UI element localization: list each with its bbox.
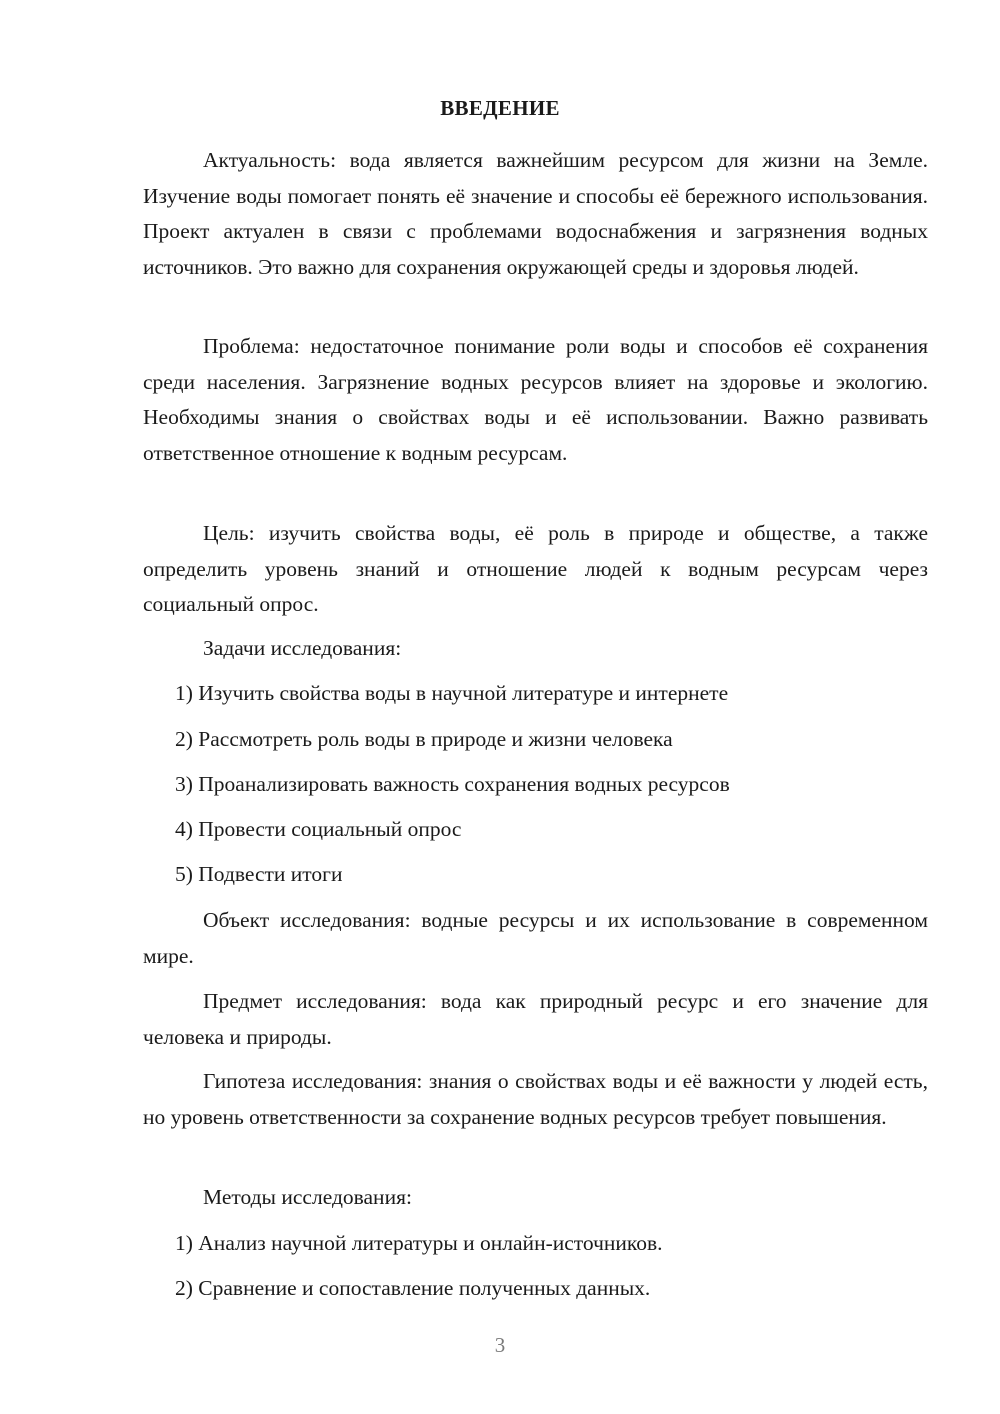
page-title: ВВЕДЕНИЕ <box>440 96 560 120</box>
methods-heading: Методы исследования: <box>203 1185 412 1209</box>
paragraph-goal: Цель: изучить свойства воды, её роль в природе и обществе, а также определить уровень знаний и отношение людей к водным ресурсам через социальный опрос. <box>143 521 928 616</box>
tasks-heading: Задачи исследования: <box>203 636 402 660</box>
list-item: 4) Провести социальный опрос <box>175 817 462 841</box>
list-item: 1) Изучить свойства воды в научной литературе и интернете <box>175 681 729 705</box>
page-number: 3 <box>494 1333 506 1357</box>
paragraph-subject: Предмет исследования: вода как природный ресурс и его значение для человека и природы. <box>143 989 928 1049</box>
list-item: 2) Рассмотреть роль воды в природе и жизни человека <box>175 727 673 751</box>
paragraph-object: Объект исследования: водные ресурсы и их использование в современном мире. <box>143 908 928 968</box>
list-item: 1) Анализ научной литературы и онлайн-источников. <box>175 1231 663 1255</box>
paragraph-problem: Проблема: недостаточное понимание роли воды и способов её сохранения среди населения. Загрязнение водных ресурсов влияет на здоровье и экологию. Необходимы знания о свойствах воды и её использовании. Важно развивать ответственное отношение к водным ресурсам. <box>143 334 928 465</box>
list-item: 2) Сравнение и сопоставление полученных данных. <box>175 1276 651 1300</box>
paragraph-hypothesis: Гипотеза исследования: знания о свойствах воды и её важности у людей есть, но уровень ответственности за сохранение водных ресурсов требует повышения. <box>143 1069 928 1129</box>
paragraph-relevance: Актуальность: вода является важнейшим ресурсом для жизни на Земле. Изучение воды помогает понять её значение и способы её бережного использования. Проект актуален в связи с проблемами водоснабжения и загрязнения водных источников. Это важно для сохранения окружающей среды и здоровья людей. <box>143 148 928 279</box>
list-item: 3) Проанализировать важность сохранения водных ресурсов <box>175 772 730 796</box>
list-item: 5) Подвести итоги <box>175 862 343 886</box>
